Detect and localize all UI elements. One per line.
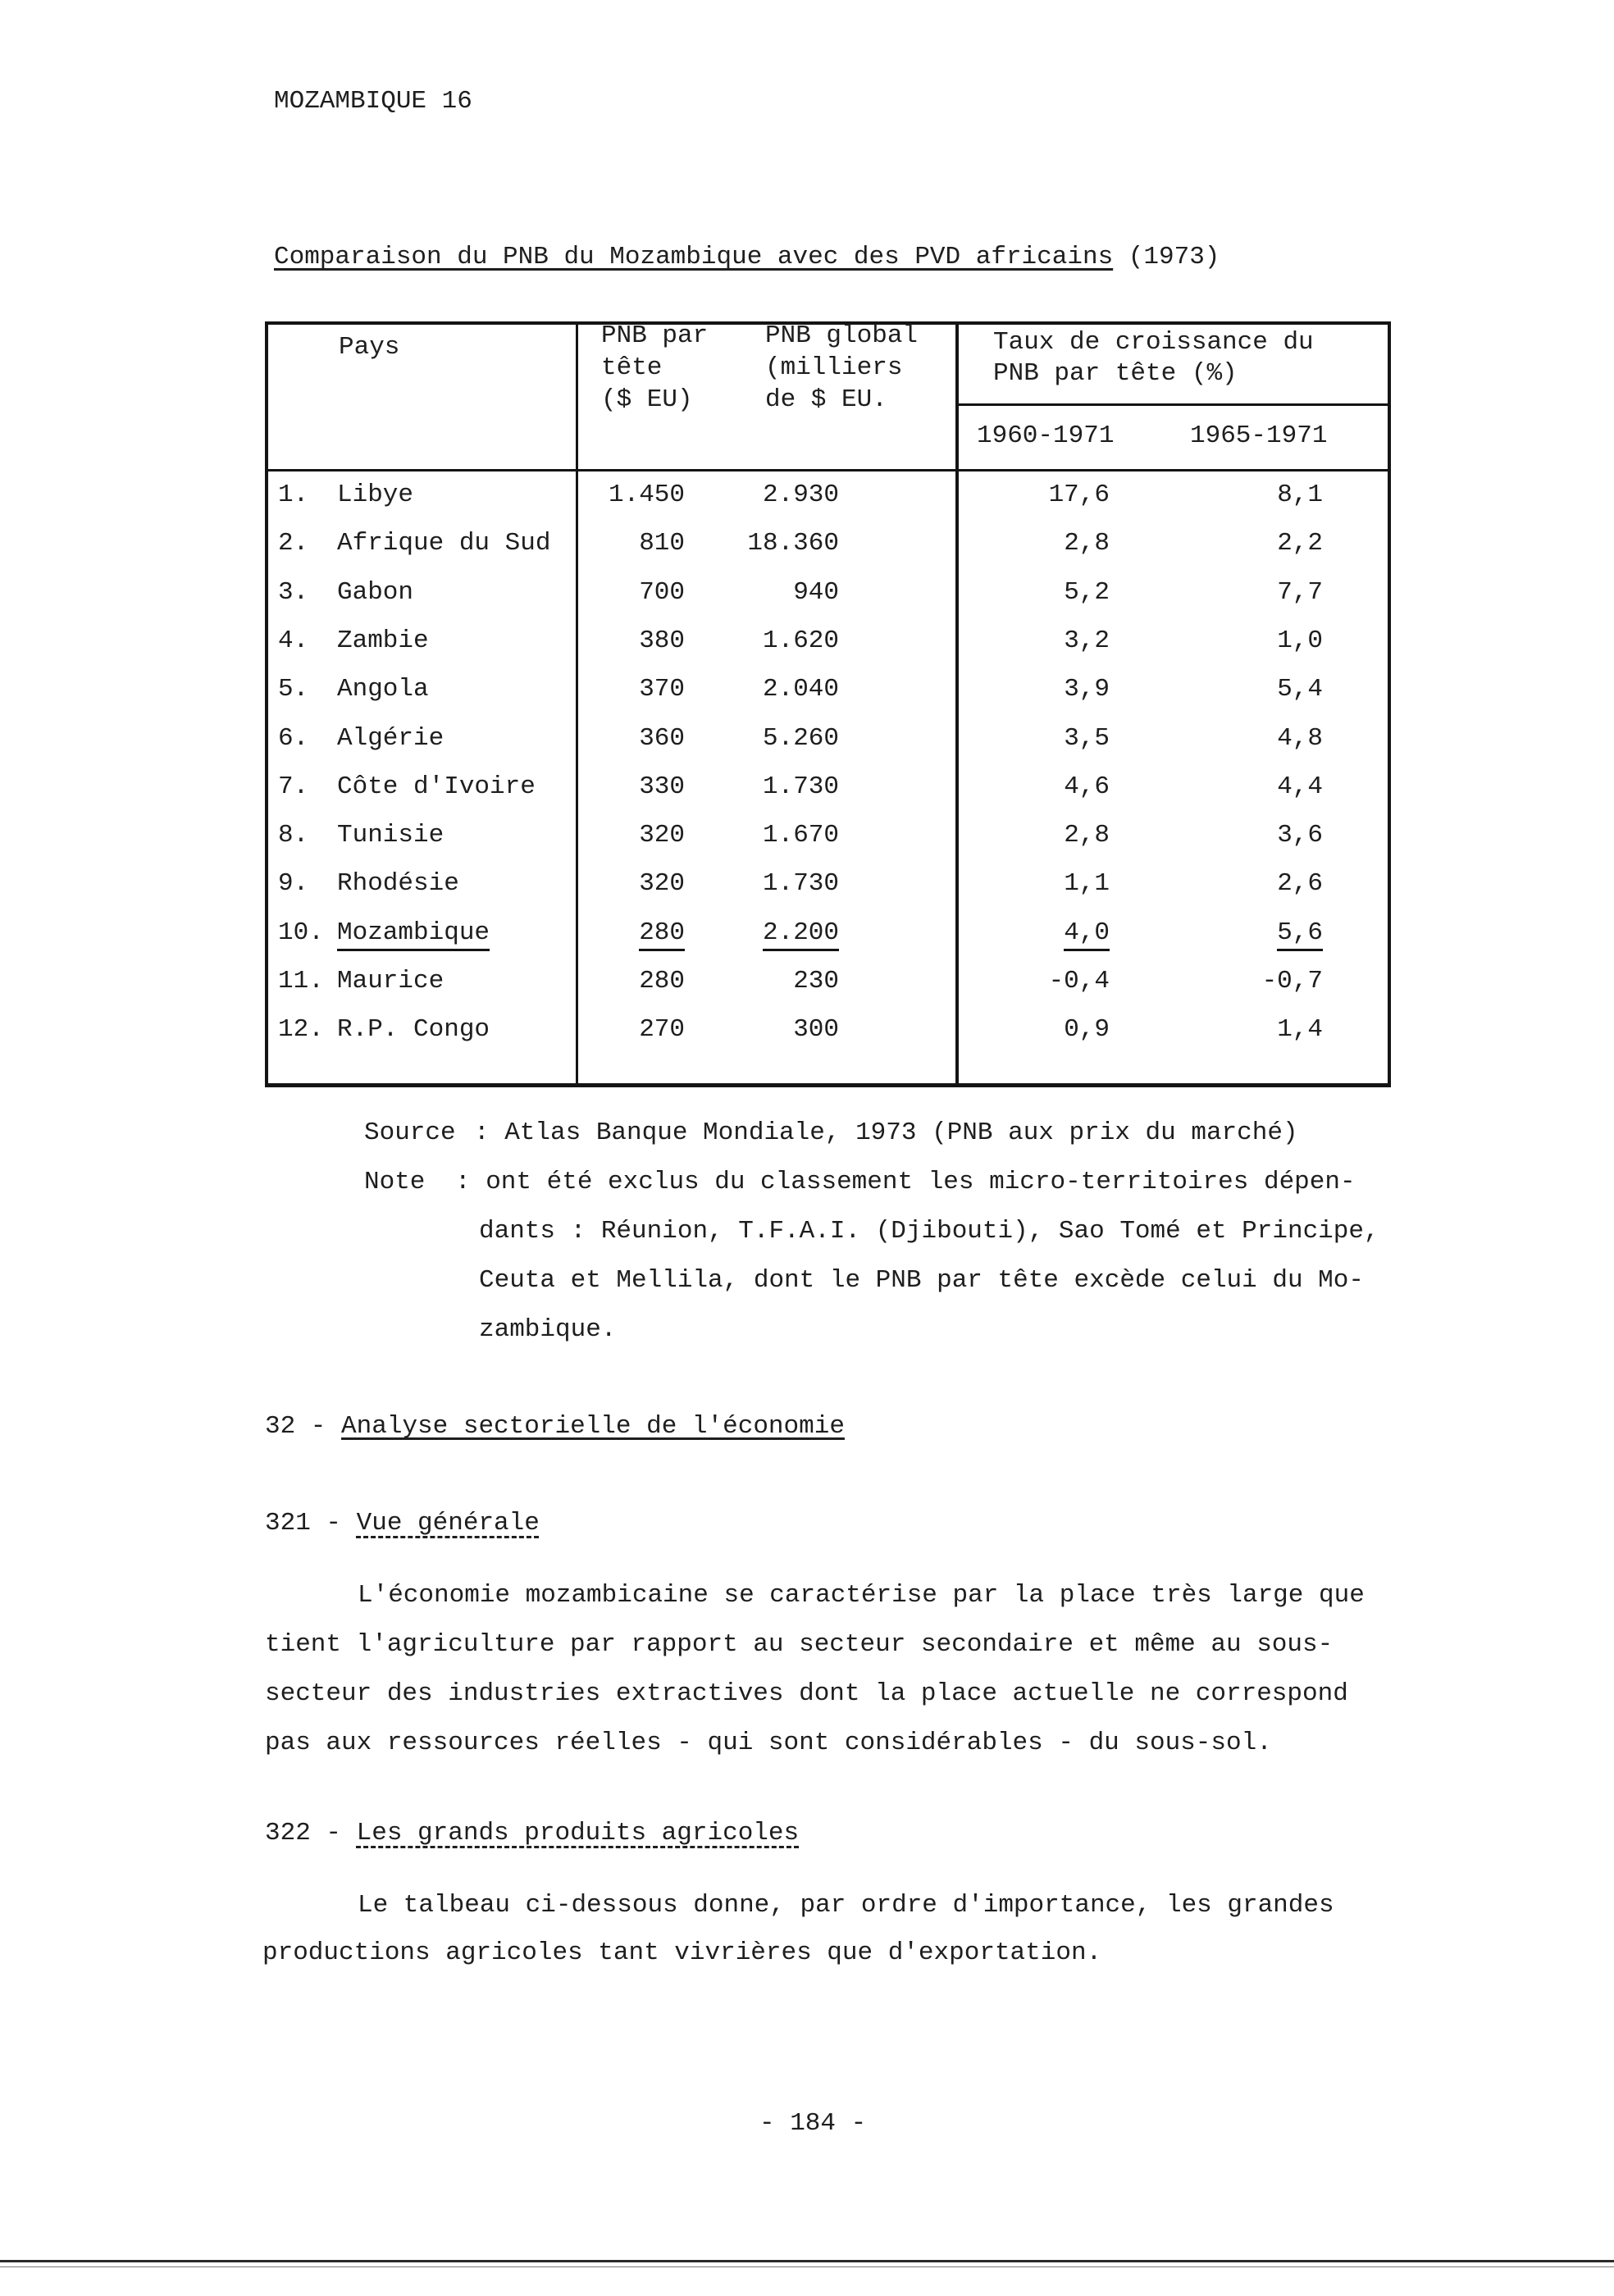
page-bottom-rule-thin xyxy=(0,2266,1614,2267)
section-321-line-1: L'économie mozambicaine se caractérise par la place très large que xyxy=(358,1581,1365,1610)
table-border-bottom xyxy=(265,1083,1391,1087)
cell-growth-1965-text: 4,8 xyxy=(1277,724,1323,753)
cell-pnb-per-capita-text: 370 xyxy=(639,675,685,704)
section-321-number: 321 - xyxy=(265,1509,342,1538)
cell-growth-1960 xyxy=(987,918,1110,948)
header-pnb-global-1: PNB global xyxy=(765,321,919,350)
cell-pnb-global-text: 1.730 xyxy=(762,869,839,898)
header-growth-1: Taux de croissance du xyxy=(993,328,1314,357)
note-line-1: : ont été exclus du classement les micro-territoires dépen- xyxy=(455,1168,1356,1196)
cell-pnb-global xyxy=(724,821,839,850)
cell-growth-1965 xyxy=(1200,529,1323,558)
cell-pnb-per-capita xyxy=(578,675,685,704)
cell-growth-1960 xyxy=(987,481,1110,510)
cell-pnb-per-capita-text: 380 xyxy=(639,626,685,655)
cell-country-text: Côte d'Ivoire xyxy=(337,772,536,801)
cell-growth-1960-text: 17,6 xyxy=(1048,481,1110,509)
cell-pnb-per-capita-text: 320 xyxy=(639,821,685,850)
cell-rank-text: 10. xyxy=(278,918,324,947)
cell-growth-1965 xyxy=(1200,1015,1323,1045)
cell-rank-text: 2. xyxy=(278,529,309,558)
cell-growth-1965 xyxy=(1200,821,1323,850)
table-title-main: Comparaison du PNB du Mozambique avec des PVD africains xyxy=(274,243,1114,271)
cell-pnb-per-capita-text: 280 xyxy=(639,967,685,995)
cell-growth-1965-text: 5,4 xyxy=(1277,675,1323,704)
cell-country xyxy=(337,529,575,558)
header-pnb-global-2: (milliers xyxy=(765,353,903,382)
cell-pnb-global-text: 1.620 xyxy=(762,626,839,655)
cell-country-text: Zambie xyxy=(337,626,429,655)
cell-growth-1965 xyxy=(1200,626,1323,656)
section-32-title: Analyse sectorielle de l'économie xyxy=(341,1412,845,1441)
cell-growth-1960-text: 4,0 xyxy=(1064,918,1110,951)
cell-growth-1960 xyxy=(987,967,1110,996)
cell-growth-1960-text: 4,6 xyxy=(1064,772,1110,801)
cell-country-text: Libye xyxy=(337,481,414,509)
cell-growth-1965-text: 3,6 xyxy=(1277,821,1323,850)
cell-pnb-per-capita-text: 1.450 xyxy=(608,481,685,509)
cell-growth-1960-text: 2,8 xyxy=(1064,821,1110,850)
section-321-heading xyxy=(265,1509,540,1538)
cell-country xyxy=(337,772,575,802)
note-line-3: Ceuta et Mellila, dont le PNB par tête excède celui du Mo- xyxy=(479,1266,1364,1295)
cell-growth-1960 xyxy=(987,821,1110,850)
header-pnb-per-capita-1: PNB par xyxy=(601,321,709,350)
section-321-title: Vue générale xyxy=(356,1509,540,1538)
header-growth-2: PNB par tête (%) xyxy=(993,359,1238,388)
page-number: - 184 - xyxy=(759,2109,867,2138)
header-country: Pays xyxy=(339,333,400,362)
cell-pnb-global-text: 2.200 xyxy=(763,918,839,951)
cell-growth-1960 xyxy=(987,724,1110,754)
cell-growth-1960-text: 5,2 xyxy=(1064,578,1110,607)
cell-pnb-global-text: 940 xyxy=(793,578,839,607)
cell-pnb-global xyxy=(724,529,839,558)
cell-pnb-global xyxy=(724,578,839,608)
cell-country-text: Maurice xyxy=(337,967,445,995)
cell-pnb-per-capita xyxy=(578,481,685,510)
header-period-1965: 1965-1971 xyxy=(1190,421,1328,450)
header-pnb-per-capita-2: tête xyxy=(601,353,663,382)
cell-country xyxy=(337,918,575,948)
cell-growth-1965-text: 2,6 xyxy=(1277,869,1323,898)
cell-rank-text: 8. xyxy=(278,821,309,850)
cell-country-text: Rhodésie xyxy=(337,869,459,898)
cell-pnb-global xyxy=(724,481,839,510)
cell-growth-1965 xyxy=(1200,724,1323,754)
cell-rank-text: 1. xyxy=(278,481,309,509)
cell-growth-1960 xyxy=(987,675,1110,704)
cell-growth-1960-text: 2,8 xyxy=(1064,529,1110,558)
cell-country-text: Tunisie xyxy=(337,821,445,850)
cell-rank xyxy=(278,675,319,704)
cell-growth-1960 xyxy=(987,869,1110,899)
cell-country xyxy=(337,967,575,996)
gnp-comparison-table xyxy=(265,321,1391,1087)
header-pnb-global-3: de $ EU. xyxy=(765,385,887,414)
cell-country xyxy=(337,626,575,656)
section-321-line-3: secteur des industries extractives dont la place actuelle ne correspond xyxy=(265,1679,1348,1708)
cell-growth-1960-text: 3,2 xyxy=(1064,626,1110,655)
cell-rank-text: 7. xyxy=(278,772,309,801)
section-321-line-4: pas aux ressources réelles - qui sont considérables - du sous-sol. xyxy=(265,1729,1272,1757)
cell-growth-1960 xyxy=(987,529,1110,558)
cell-rank-text: 4. xyxy=(278,626,309,655)
cell-pnb-global-text: 2.040 xyxy=(762,675,839,704)
cell-rank xyxy=(278,869,319,899)
cell-pnb-global xyxy=(724,724,839,754)
cell-rank-text: 11. xyxy=(278,967,324,995)
cell-pnb-per-capita xyxy=(578,821,685,850)
cell-growth-1965-text: 4,4 xyxy=(1277,772,1323,801)
cell-pnb-global-text: 230 xyxy=(793,967,839,995)
cell-pnb-per-capita xyxy=(578,529,685,558)
cell-growth-1965 xyxy=(1200,675,1323,704)
cell-growth-1960 xyxy=(987,772,1110,802)
note-label: Note xyxy=(364,1168,426,1196)
cell-pnb-per-capita xyxy=(578,772,685,802)
cell-rank-text: 9. xyxy=(278,869,309,898)
running-header: MOZAMBIQUE 16 xyxy=(274,87,472,116)
table-border-right xyxy=(1388,321,1391,1087)
cell-rank-text: 3. xyxy=(278,578,309,607)
cell-growth-1965 xyxy=(1200,869,1323,899)
section-322-line-1: Le talbeau ci-dessous donne, par ordre d'importance, les grandes xyxy=(358,1891,1334,1920)
cell-growth-1960-text: 1,1 xyxy=(1064,869,1110,898)
cell-growth-1960-text: 3,9 xyxy=(1064,675,1110,704)
section-32-number: 32 - xyxy=(265,1412,326,1441)
cell-growth-1960-text: 0,9 xyxy=(1064,1015,1110,1044)
cell-growth-1965-text: 1,0 xyxy=(1277,626,1323,655)
cell-pnb-global xyxy=(724,869,839,899)
page-bottom-rule xyxy=(0,2260,1614,2262)
section-322-number: 322 - xyxy=(265,1819,342,1847)
cell-growth-1965-text: 8,1 xyxy=(1277,481,1323,509)
cell-pnb-per-capita-text: 810 xyxy=(639,529,685,558)
cell-pnb-per-capita-text: 320 xyxy=(639,869,685,898)
cell-pnb-per-capita-text: 280 xyxy=(639,918,685,951)
cell-rank xyxy=(278,1015,324,1045)
cell-pnb-global xyxy=(724,675,839,704)
header-period-1960: 1960-1971 xyxy=(977,421,1115,450)
cell-growth-1965 xyxy=(1200,578,1323,608)
cell-rank xyxy=(278,821,319,850)
cell-rank xyxy=(278,724,319,754)
table-border-left xyxy=(265,321,268,1087)
section-32-heading xyxy=(265,1412,845,1441)
source-text: : Atlas Banque Mondiale, 1973 (PNB aux prix du marché) xyxy=(474,1118,1298,1147)
cell-rank-text: 12. xyxy=(278,1015,324,1044)
cell-growth-1960-text: -0,4 xyxy=(1048,967,1110,995)
cell-growth-1965 xyxy=(1200,772,1323,802)
cell-country-text: Algérie xyxy=(337,724,445,753)
cell-pnb-per-capita xyxy=(578,626,685,656)
cell-rank-text: 6. xyxy=(278,724,309,753)
cell-pnb-per-capita-text: 360 xyxy=(639,724,685,753)
cell-growth-1965-text: 5,6 xyxy=(1277,918,1323,951)
cell-growth-1965-text: -0,7 xyxy=(1261,967,1323,995)
cell-pnb-global-text: 18.360 xyxy=(747,529,839,558)
cell-pnb-global xyxy=(724,918,839,948)
cell-rank xyxy=(278,918,324,948)
table-title-year: (1973) xyxy=(1128,243,1220,271)
section-322-heading xyxy=(265,1819,799,1847)
cell-growth-1965 xyxy=(1200,918,1323,948)
cell-country xyxy=(337,724,575,754)
cell-growth-1965 xyxy=(1200,967,1323,996)
col-separator-2 xyxy=(955,321,959,1087)
section-322-line-2: productions agricoles tant vivrières que d'exportation. xyxy=(262,1938,1102,1967)
note-line-2: dants : Réunion, T.F.A.I. (Djibouti), Sao Tomé et Principe, xyxy=(479,1217,1379,1246)
cell-pnb-global-text: 1.670 xyxy=(762,821,839,850)
cell-growth-1965-text: 2,2 xyxy=(1277,529,1323,558)
cell-growth-1965-text: 7,7 xyxy=(1277,578,1323,607)
cell-country-text: Mozambique xyxy=(337,918,490,951)
cell-rank xyxy=(278,626,319,656)
cell-pnb-per-capita-text: 700 xyxy=(639,578,685,607)
cell-country xyxy=(337,481,575,510)
cell-pnb-global-text: 300 xyxy=(793,1015,839,1044)
cell-country xyxy=(337,1015,575,1045)
cell-country-text: Afrique du Sud xyxy=(337,529,551,558)
cell-growth-1960 xyxy=(987,626,1110,656)
cell-growth-1965-text: 1,4 xyxy=(1277,1015,1323,1044)
cell-country-text: R.P. Congo xyxy=(337,1015,490,1044)
cell-pnb-global xyxy=(724,772,839,802)
cell-rank xyxy=(278,967,324,996)
cell-growth-1960-text: 3,5 xyxy=(1064,724,1110,753)
cell-rank xyxy=(278,578,319,608)
cell-growth-1965 xyxy=(1200,481,1323,510)
cell-pnb-per-capita-text: 330 xyxy=(639,772,685,801)
header-separator xyxy=(265,469,1391,472)
cell-pnb-global-text: 2.930 xyxy=(762,481,839,509)
cell-rank xyxy=(278,529,319,558)
cell-country-text: Angola xyxy=(337,675,429,704)
cell-pnb-per-capita xyxy=(578,578,685,608)
cell-pnb-global-text: 1.730 xyxy=(762,772,839,801)
cell-pnb-global-text: 5.260 xyxy=(762,724,839,753)
cell-rank xyxy=(278,772,319,802)
section-321-line-2: tient l'agriculture par rapport au secteur secondaire et même au sous- xyxy=(265,1630,1334,1659)
cell-pnb-global xyxy=(724,1015,839,1045)
note-line-4: zambique. xyxy=(479,1315,617,1344)
cell-pnb-per-capita xyxy=(578,1015,685,1045)
header-pnb-per-capita-3: ($ EU) xyxy=(601,385,693,414)
cell-rank-text: 5. xyxy=(278,675,309,704)
cell-pnb-per-capita xyxy=(578,967,685,996)
cell-country xyxy=(337,869,575,899)
source-label: Source xyxy=(364,1118,456,1147)
cell-pnb-per-capita xyxy=(578,918,685,948)
cell-country xyxy=(337,675,575,704)
cell-pnb-per-capita xyxy=(578,869,685,899)
cell-country xyxy=(337,578,575,608)
cell-country xyxy=(337,821,575,850)
cell-pnb-per-capita xyxy=(578,724,685,754)
cell-growth-1960 xyxy=(987,1015,1110,1045)
growth-subheader-separator xyxy=(955,403,1391,406)
cell-country-text: Gabon xyxy=(337,578,414,607)
cell-pnb-global xyxy=(724,626,839,656)
section-322-title: Les grands produits agricoles xyxy=(356,1819,800,1847)
cell-rank xyxy=(278,481,319,510)
cell-pnb-global xyxy=(724,967,839,996)
table-title xyxy=(274,243,1220,271)
cell-pnb-per-capita-text: 270 xyxy=(639,1015,685,1044)
cell-growth-1960 xyxy=(987,578,1110,608)
